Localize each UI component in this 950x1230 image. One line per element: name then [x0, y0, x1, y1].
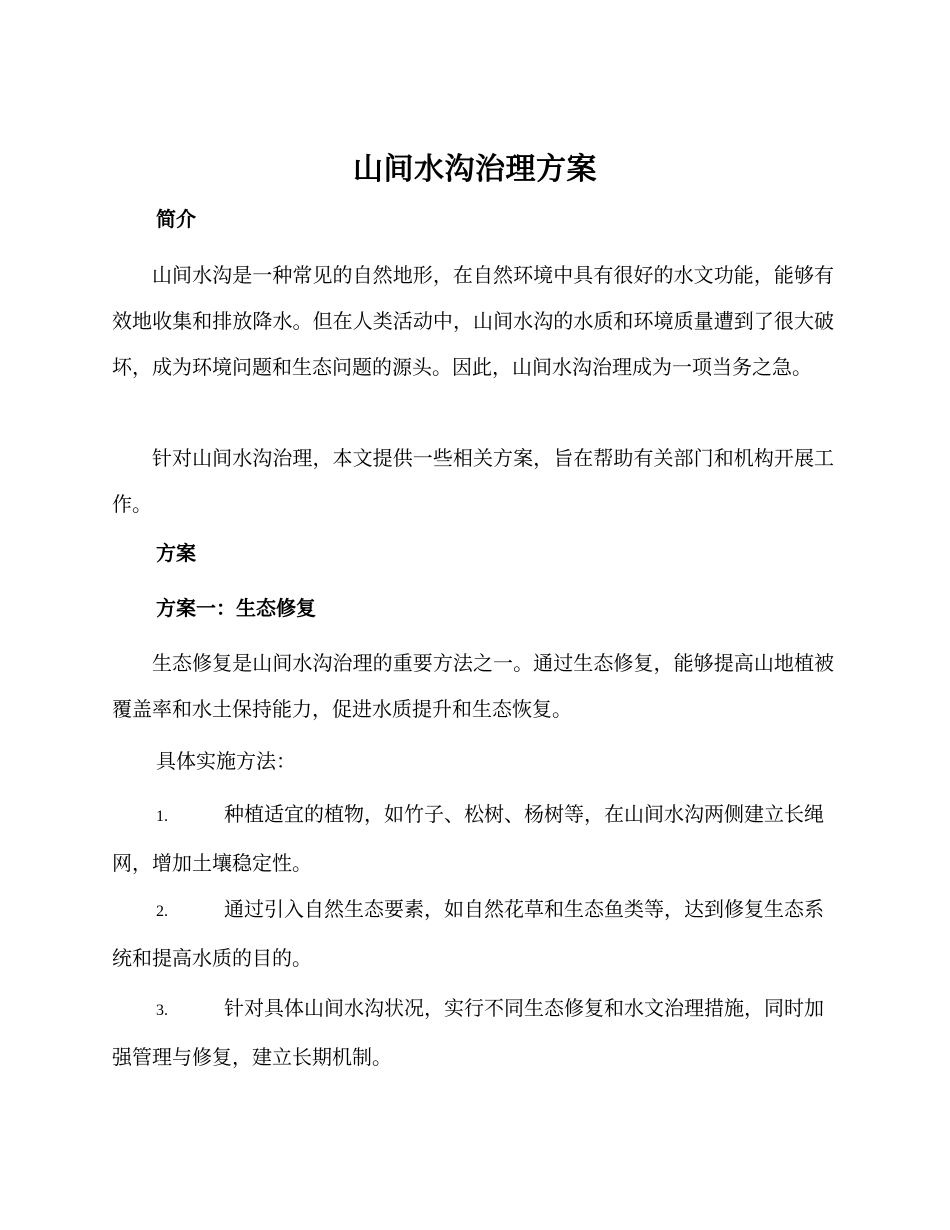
- plan1-heading: 方案一：生态修复: [156, 596, 316, 620]
- plan1-paragraph: 生态修复是山间水沟治理的重要方法之一。通过生态修复，能够提高山地植被覆盖率和水土保持能力，促进水质提升和生态恢复。: [112, 651, 834, 721]
- list-item: [112, 791, 834, 886]
- list-item-number: 3.: [156, 1002, 168, 1019]
- methods-lead: 具体实施方法：: [156, 749, 296, 773]
- list-item-text: 种植适宜的植物，如竹子、松树、杨树等，在山间水沟两侧建立长绳网，增加土壤稳定性。: [112, 802, 824, 875]
- list-item-number: 2.: [156, 903, 168, 920]
- section-heading-intro: 简介: [156, 207, 196, 231]
- document-title: 山间水沟治理方案: [353, 152, 597, 187]
- intro-paragraph-2: 针对山间水沟治理，本文提供一些相关方案，旨在帮助有关部门和机构开展工作。: [112, 446, 834, 516]
- section-heading-plan: 方案: [156, 541, 196, 565]
- intro-paragraph-1: 山间水沟是一种常见的自然地形，在自然环境中具有很好的水文功能，能够有效地收集和排放降水。但在人类活动中，山间水沟的水质和环境质量遭到了很大破坏，成为环境问题和生态问题的源头。因此，山间水沟治理成为一项当务之急。: [112, 263, 834, 379]
- list-item-text: 通过引入自然生态要素，如自然花草和生态鱼类等，达到修复生态系统和提高水质的目的。: [112, 897, 824, 970]
- list-item-text: 针对具体山间水沟状况，实行不同生态修复和水文治理措施，同时加强管理与修复，建立长期机制。: [112, 996, 824, 1069]
- list-item-number: 1.: [156, 808, 168, 825]
- list-item: [112, 985, 834, 1080]
- list-item: [112, 886, 834, 981]
